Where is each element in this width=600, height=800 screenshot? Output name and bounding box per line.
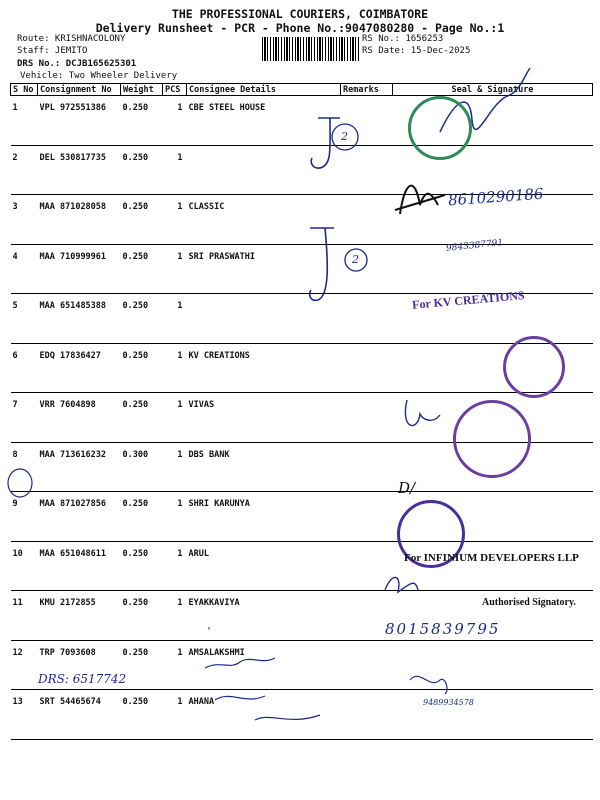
footer-signature-right	[410, 676, 447, 694]
cell-consignee: AHANA	[187, 690, 341, 740]
cell-consignment: SRT 54465674	[38, 690, 121, 740]
cell-sno: 2	[11, 145, 38, 195]
footer-signature	[205, 658, 320, 720]
cell-consignee: VIVAS	[187, 393, 341, 443]
cell-consignment: MAA 713616232	[38, 442, 121, 492]
cell-consignment: DEL 530817735	[38, 145, 121, 195]
purple-seal-stamp	[503, 336, 565, 398]
cell-pcs: 1	[163, 442, 187, 492]
cell-sno: 5	[11, 294, 38, 344]
cell-sno: 4	[11, 244, 38, 294]
rs-no-label: RS No.: 1656253	[362, 34, 444, 44]
vehicle-label: Vehicle: Two Wheeler Delivery	[20, 71, 178, 81]
cell-consignment: KMU 2172855	[38, 591, 121, 641]
signature-row3	[395, 186, 445, 214]
page-subtitle: Delivery Runsheet - PCR - Phone No.:9047080280 - Page No.:1	[95, 21, 505, 35]
cell-weight: 0.250	[121, 244, 163, 294]
cell-consignee: EYAKKAVIYA	[187, 591, 341, 641]
cell-consignment: MAA 651048611	[38, 541, 121, 591]
col-header-consignment: Consignment No	[38, 84, 121, 96]
cell-pcs: 1	[163, 541, 187, 591]
col-header-consignee: Consignee Details	[187, 84, 341, 96]
cell-weight: 0.250	[121, 393, 163, 443]
cell-sno: 6	[11, 343, 38, 393]
cell-weight: 0.250	[121, 492, 163, 542]
cell-sno: 9	[11, 492, 38, 542]
cell-sno: 13	[11, 690, 38, 740]
cell-consignee: AMSALAKSHMI	[187, 640, 341, 690]
cell-consignment: VPL 972551386	[38, 96, 121, 146]
cell-pcs: 1	[163, 96, 187, 146]
col-header-weight: Weight	[121, 84, 163, 96]
signature-row13	[385, 577, 418, 592]
handwritten-d-tick: D/	[398, 479, 416, 497]
cell-consignment: TRP 7093608	[38, 640, 121, 690]
cell-weight: 0.250	[121, 541, 163, 591]
cell-pcs: 1	[163, 244, 187, 294]
cell-weight: 0.250	[121, 96, 163, 146]
cell-weight: 0.250	[121, 195, 163, 245]
rs-date-label: RS Date: 15-Dec-2025	[362, 46, 471, 56]
row-10-circle	[8, 469, 32, 497]
cell-sno: 10	[11, 541, 38, 591]
cell-weight: 0.250	[121, 294, 163, 344]
handwritten-j-mark	[311, 118, 340, 168]
cell-pcs: 1	[163, 393, 187, 443]
cell-sno: 1	[11, 96, 38, 146]
col-header-sno: S No	[11, 84, 38, 96]
col-header-pcs: PCS	[163, 84, 187, 96]
cell-consignee: SRI PRASWATHI	[187, 244, 341, 294]
handwritten-circle-2-b: 2	[352, 253, 359, 266]
col-header-remarks: Remarks	[341, 84, 393, 96]
cell-consignee: SHRI KARUNYA	[187, 492, 341, 542]
cell-pcs: 1	[163, 145, 187, 195]
route-label: Route: KRISHNACOLONY	[17, 34, 126, 44]
page-title: THE PROFESSIONAL COURIERS, COIMBATORE	[171, 7, 429, 21]
cell-pcs: 1	[163, 492, 187, 542]
cell-sno: 8	[11, 442, 38, 492]
handwritten-phone-row13: 8015839795	[385, 620, 501, 638]
footer-drs-note: DRS: 6517742	[38, 672, 127, 686]
cell-consignment: VRR 7604898	[38, 393, 121, 443]
handwritten-j-mark	[310, 228, 334, 300]
cell-consignment: MAA 651485388	[38, 294, 121, 344]
cell-sno: 12	[11, 640, 38, 690]
cell-pcs: 1	[163, 343, 187, 393]
cell-consignment: EDQ 17836427	[38, 343, 121, 393]
footer-phone-note: 9489934578	[423, 698, 474, 707]
cell-sno: 11	[11, 591, 38, 641]
cell-weight: 0.250	[121, 591, 163, 641]
cell-sno: 3	[11, 195, 38, 245]
cell-consignee: CLASSIC	[187, 195, 341, 245]
drs-label: DRS No.: DCJB165625301	[17, 59, 137, 69]
cell-pcs: 1	[163, 591, 187, 641]
cell-consignee: ARUL	[187, 541, 341, 591]
infinium-stamp: For INFINIUM DEVELOPERS LLP	[404, 552, 579, 564]
cell-weight: 0.250	[121, 145, 163, 195]
cell-consignee: KV CREATIONS	[187, 343, 341, 393]
tick-mark: '	[206, 626, 213, 637]
cell-pcs: 1	[163, 195, 187, 245]
cell-weight: 0.300	[121, 442, 163, 492]
purple-seal-stamp-2	[453, 400, 531, 478]
cell-weight: 0.250	[121, 640, 163, 690]
cell-weight: 0.250	[121, 343, 163, 393]
cell-consignment: MAA 710999961	[38, 244, 121, 294]
cell-pcs: 1	[163, 640, 187, 690]
cell-consignment: MAA 871027856	[38, 492, 121, 542]
cell-consignee: DBS BANK	[187, 442, 341, 492]
kv-creations-stamp: For KV CREATIONS	[411, 288, 526, 312]
cell-consignment: MAA 871028058	[38, 195, 121, 245]
cell-weight: 0.250	[121, 690, 163, 740]
cell-sno: 7	[11, 393, 38, 443]
handwritten-phone-row3: 8610290186	[447, 184, 544, 210]
cell-consignee: CBE STEEL HOUSE	[187, 96, 341, 146]
handwritten-note-row4: 9843387791	[445, 238, 504, 254]
handwritten-circle-2: 2	[341, 130, 348, 143]
col-header-seal: Seal & Signature	[393, 84, 593, 96]
signature-row8	[405, 400, 440, 426]
authorised-signatory: Authorised Signatory.	[482, 597, 576, 608]
green-seal-stamp	[408, 96, 472, 160]
staff-label: Staff: JEMITO	[17, 46, 88, 56]
cell-pcs: 1	[163, 294, 187, 344]
cell-pcs: 1	[163, 690, 187, 740]
